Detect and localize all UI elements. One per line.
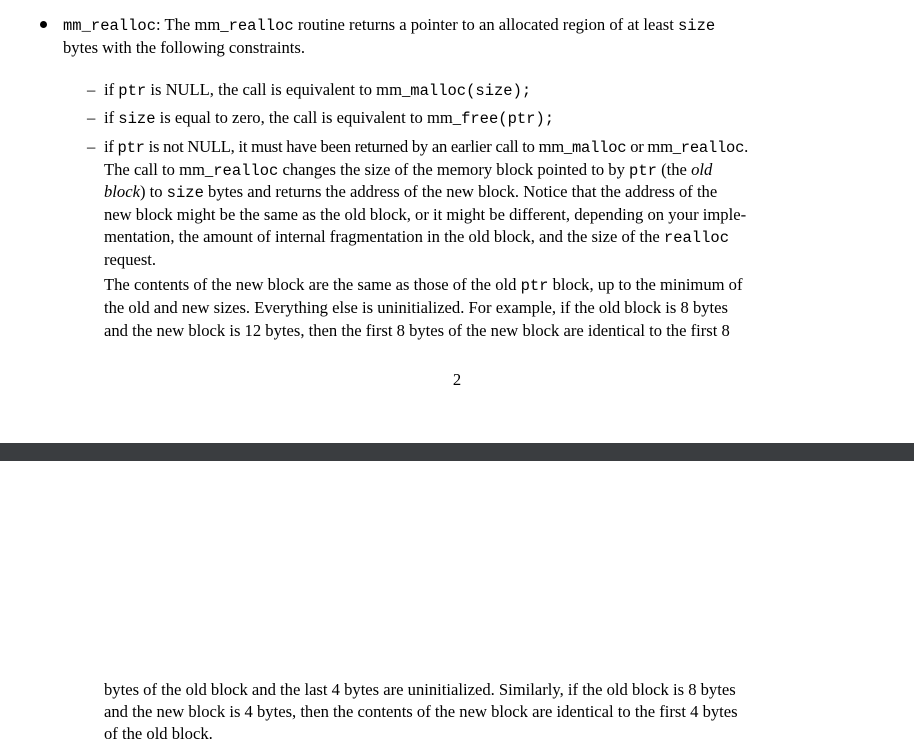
constraint-non-null-line-3: block) to size bytes and returns the address of the new block. Notice that the address of the — [104, 182, 718, 202]
dash-marker: – — [87, 137, 96, 156]
item-name: mm_realloc — [63, 17, 157, 35]
contents-paragraph-line-1: The contents of the new block are the same as those of the old ptr block, up to the minimum of — [104, 275, 743, 295]
realloc-intro-line-1: mm_realloc: The mm_realloc routine returns a pointer to an allocated region of at least size — [63, 15, 716, 35]
dash-marker: – — [87, 108, 96, 127]
page-separator — [0, 443, 914, 461]
continuation-line-1: bytes of the old block and the last 4 bytes are uninitialized. Similarly, if the old block is 8 bytes — [104, 680, 736, 699]
constraint-non-null-line-6: request. — [104, 250, 157, 269]
constraint-non-null-line-4: new block might be the same as the old block, or it might be different, depending on your imple- — [104, 205, 747, 224]
dash-marker: – — [87, 80, 96, 99]
constraint-null-ptr: if ptr is NULL, the call is equivalent to mm_malloc(size); — [104, 80, 532, 100]
continuation-line-3: of the old block. — [104, 724, 213, 743]
continuation-line-2: and the new block is 4 bytes, then the contents of the new block are identical to the first 4 bytes — [104, 702, 738, 721]
contents-paragraph-line-3: and the new block is 12 bytes, then the first 8 bytes of the new block are identical to the first 8 — [104, 321, 730, 340]
contents-paragraph-line-2: the old and new sizes. Everything else is uninitialized. For example, if the old block is 8 bytes — [104, 298, 728, 317]
constraint-non-null-line-1: if ptr is not NULL, it must have been returned by an earlier call to mm_malloc or mm_realloc. — [104, 137, 749, 157]
constraint-non-null-line-5: mentation, the amount of internal fragmentation in the old block, and the size of the realloc — [104, 227, 730, 247]
page-number: 2 — [452, 370, 462, 389]
bullet-icon — [40, 21, 47, 28]
constraint-non-null-line-2: The call to mm_realloc changes the size of the memory block pointed to by ptr (the old — [104, 160, 713, 180]
realloc-intro-line-2: bytes with the following constraints. — [63, 38, 305, 57]
document-page-bottom — [0, 461, 914, 754]
constraint-zero-size: if size is equal to zero, the call is equivalent to mm_free(ptr); — [104, 108, 555, 128]
